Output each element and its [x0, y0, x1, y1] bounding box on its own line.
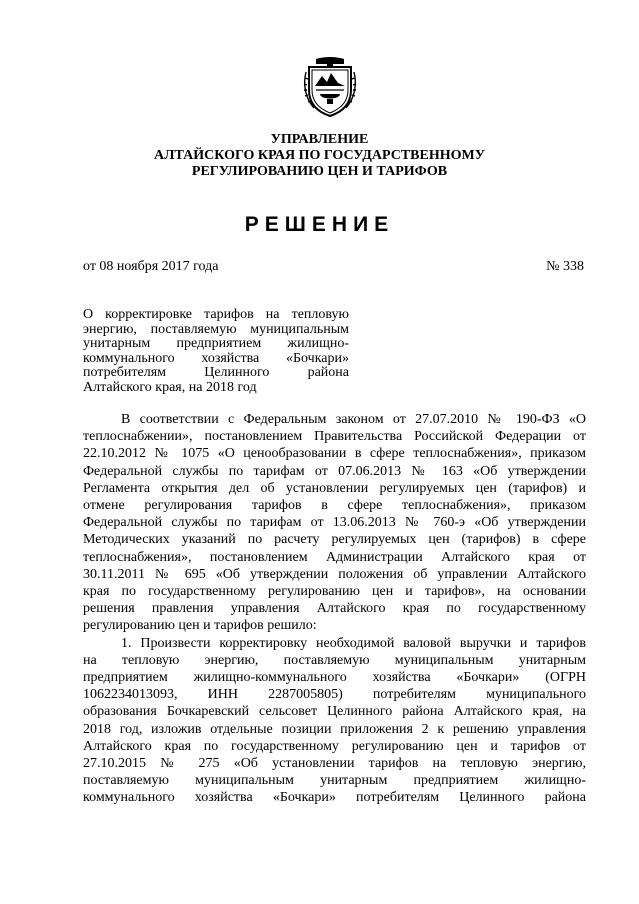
body-line: 27.10.2015 № 275 «Об установлении тарифов на тепловую энергию, — [83, 756, 586, 772]
body-line: на тепловую энергию, поставляемую муниципальным унитарным — [83, 652, 586, 668]
subject-line: потребителям Целинного района — [83, 365, 349, 381]
authority-line: УПРАВЛЕНИЕ — [270, 132, 369, 147]
body-line: 30.11.2011 № 695 «Об утверждении положения об управлении Алтайского — [83, 566, 586, 582]
document-date: от 08 ноября 2017 года — [83, 259, 219, 274]
body-line: края по государственному регулированию цен и тарифов», на основании — [83, 584, 586, 600]
body-line: отмене регулирования тарифов в сфере теплоснабжения», приказом — [83, 498, 586, 514]
coat-of-arms-icon — [300, 54, 360, 118]
body-line: Федеральной службы по тарифам от 13.06.2013 № 760-э «Об утверждении — [83, 515, 586, 531]
document-body — [83, 411, 586, 807]
body-line: решения правления управления Алтайского края по государственному — [83, 601, 586, 617]
body-line: теплоснабжения», постановлением Администрации Алтайского края от — [83, 549, 586, 565]
authority-line: АЛТАЙСКОГО КРАЯ ПО ГОСУДАРСТВЕННОМУ — [154, 148, 485, 163]
body-line: 1. Произвести корректировку необходимой валовой выручки и тарифов — [121, 635, 586, 651]
body-line: предприятием жилищно-коммунального хозяйства «Бочкари» (ОГРН — [83, 670, 586, 686]
body-line: Алтайского края по государственному регулированию цен и тарифов от — [83, 738, 586, 754]
body-line: образования Бочкаревский сельсовет Целинного района Алтайского края, на — [83, 704, 586, 720]
body-line: теплоснабжении», постановлением Правительства Российской Федерации от — [83, 429, 586, 445]
document-number: № 338 — [546, 259, 584, 274]
document-type: РЕШЕНИЕ — [244, 213, 395, 236]
body-line: Регламента открытия дел об установлении регулируемых цен (тарифов) и — [83, 480, 586, 496]
body-line: 2018 год, изложив отдельные позиции приложения 2 к решению управления — [83, 721, 586, 737]
body-line: 1062234013093, ИНН 2287005805) потребителям муниципального — [83, 687, 586, 703]
body-line: регулированию цен и тарифов решило: — [83, 618, 317, 634]
body-line: поставляемую муниципальным унитарным предприятием жилищно- — [83, 773, 586, 789]
authority-line: РЕГУЛИРОВАНИЮ ЦЕН И ТАРИФОВ — [191, 164, 448, 179]
body-line: В соответствии с Федеральным законом от 27.07.2010 № 190-ФЗ «О — [121, 412, 586, 427]
document-subject — [83, 308, 349, 396]
body-line: Методических указаний по расчету регулируемых цен (тарифов) в сфере — [83, 532, 586, 548]
body-line: коммунального хозяйства «Бочкари» потребителям Целинного района — [83, 790, 586, 806]
body-line: Федеральной службы по тарифам от 07.06.2013 № 163 «Об утверждении — [83, 463, 586, 479]
subject-line: энергию, поставляемую муниципальным — [83, 321, 349, 337]
issuing-authority — [0, 132, 639, 180]
body-line: 22.10.2012 № 1075 «О ценообразовании в сфере теплоснабжения», приказом — [83, 446, 586, 462]
subject-line: коммунального хозяйства «Бочкари» — [83, 350, 349, 366]
subject-line: О корректировке тарифов на тепловую — [83, 307, 349, 322]
subject-line: Алтайского края, на 2018 год — [83, 379, 257, 395]
subject-line: унитарным предприятием жилищно- — [83, 336, 349, 352]
